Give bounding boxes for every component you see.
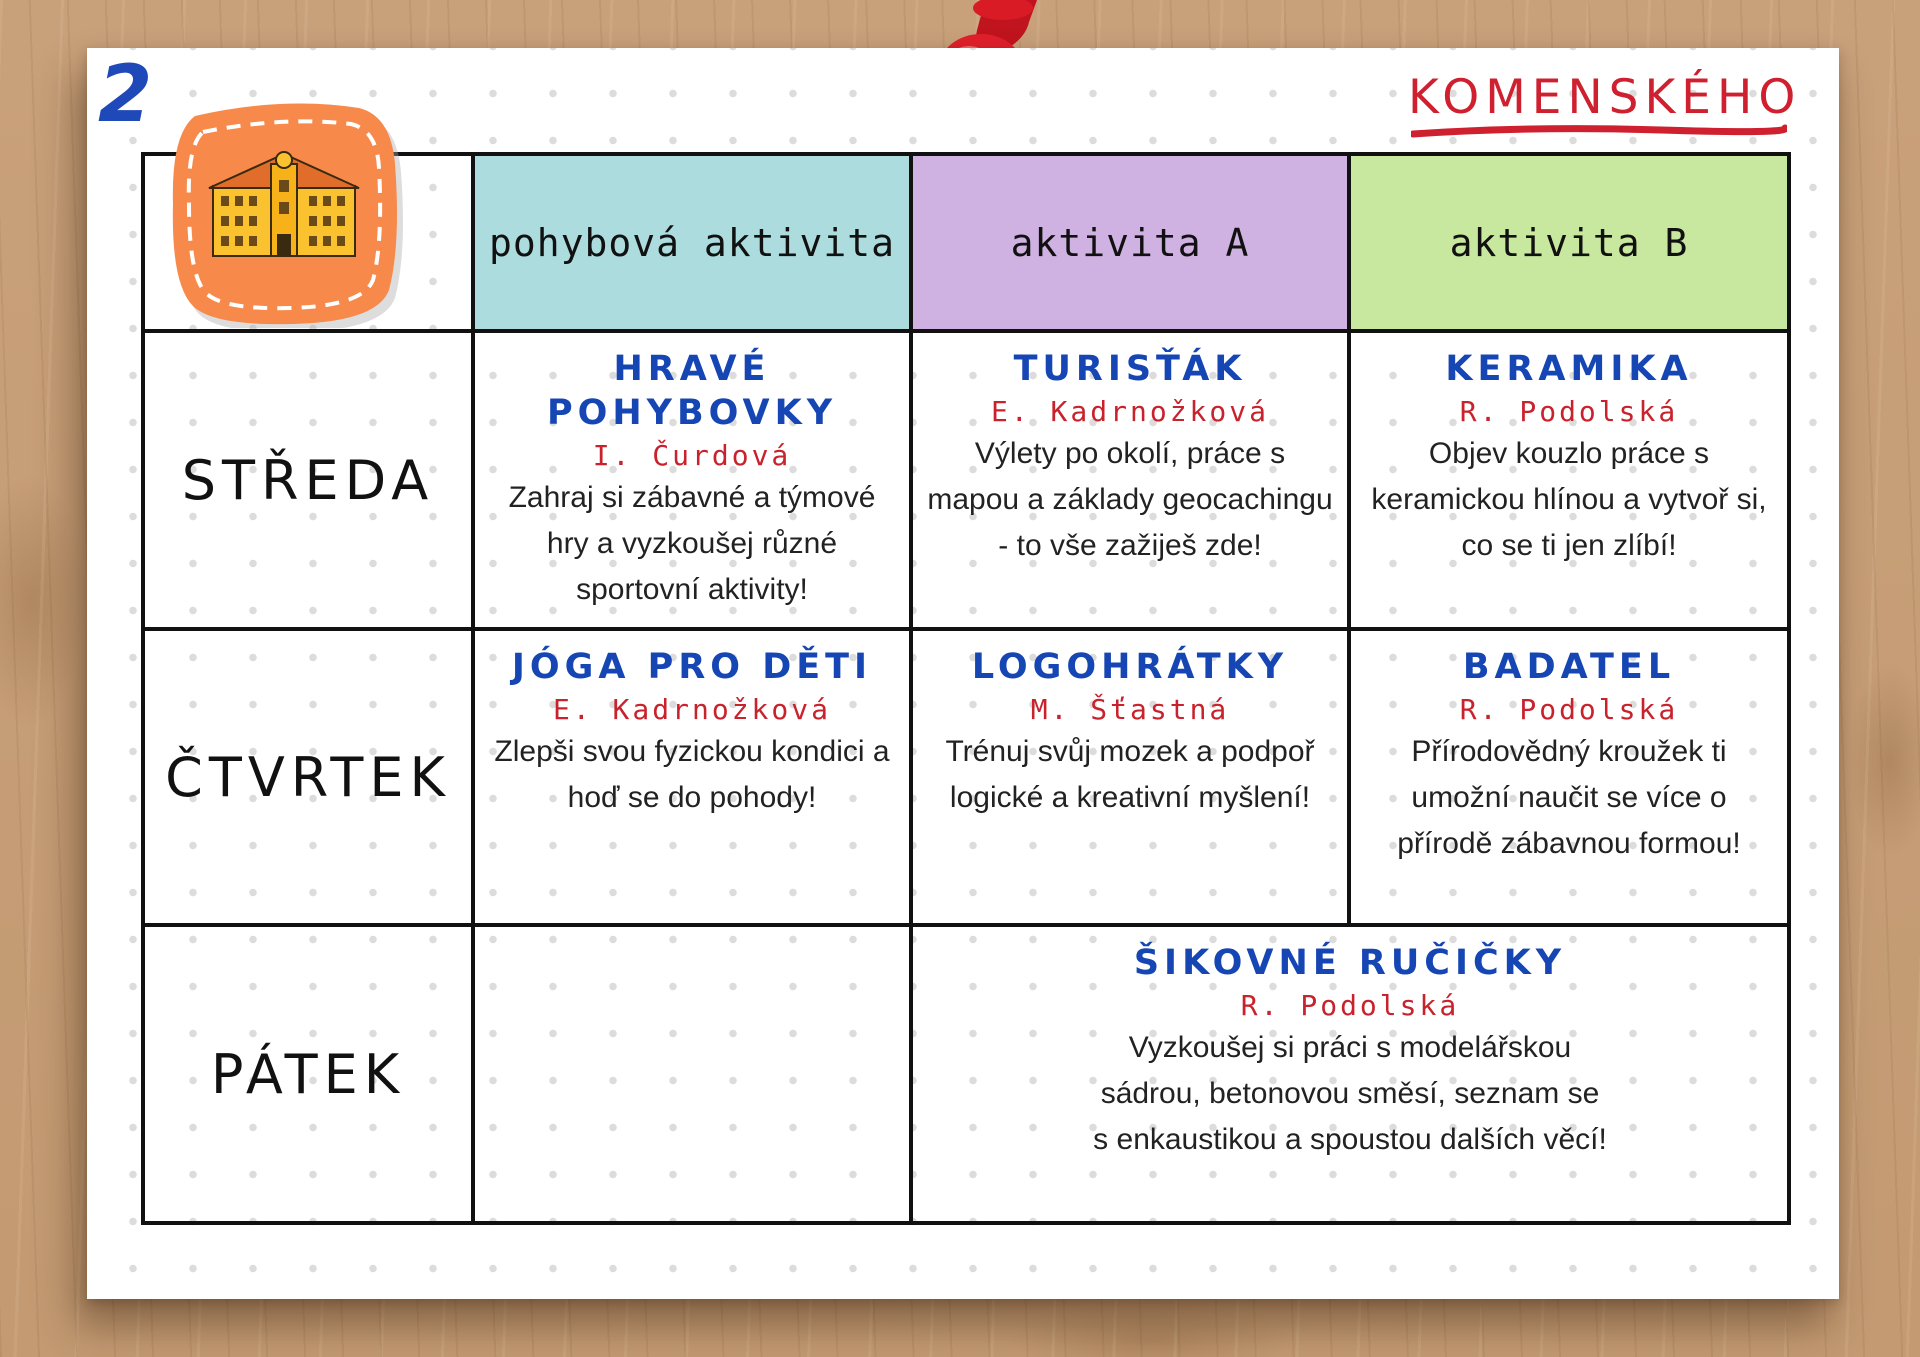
activity-teacher: R. Podolská bbox=[1459, 395, 1679, 428]
activity-description: Vyzkoušej si práci s modelářskou sádrou, betonovou směsí, seznam se s enkaustikou a spoustou dalších věcí! bbox=[1093, 1031, 1607, 1156]
header-aktivita-a bbox=[911, 154, 1349, 331]
activity-description: Objev kouzlo práce s keramickou hlínou a vytvoř si, co se ti jen zlíbí! bbox=[1371, 437, 1767, 562]
logo-cell bbox=[143, 154, 473, 331]
activity-description: Zahraj si zábavné a týmové hry a vyzkoušej různé sportovní aktivity! bbox=[508, 481, 876, 606]
activity-title: JÓGA PRO DĚTI bbox=[511, 647, 873, 687]
activity-description: Trénuj svůj mozek a podpoř logické a kreativní myšlení! bbox=[945, 735, 1315, 814]
activity-cell bbox=[473, 629, 911, 925]
activity-description: Přírodovědný kroužek ti umožní naučit se více o přírodě zábavnou formou! bbox=[1397, 735, 1741, 860]
activity-title: LOGOHRÁTKY bbox=[971, 647, 1289, 687]
header-aktivita-b bbox=[1349, 154, 1789, 331]
activity-description: Zlepši svou fyzickou kondici a hoď se do pohody! bbox=[494, 735, 890, 814]
activity-cell bbox=[911, 331, 1349, 629]
activity-teacher: R. Podolská bbox=[1459, 693, 1679, 726]
activity-teacher: R. Podolská bbox=[1240, 989, 1460, 1022]
activity-title: BADATEL bbox=[1462, 647, 1676, 687]
header-aktivita-b-label: aktivita B bbox=[1449, 220, 1689, 265]
school-building-icon bbox=[163, 94, 409, 328]
day-streda-text: STŘEDA bbox=[181, 448, 435, 512]
activity-cell-wide bbox=[911, 925, 1789, 1223]
empty-cell bbox=[473, 925, 911, 1223]
day-patek-text: PÁTEK bbox=[210, 1042, 406, 1106]
activity-teacher: E. Kadrnožková bbox=[990, 395, 1269, 428]
day-label-streda bbox=[143, 331, 473, 629]
activity-title: KERAMIKA bbox=[1445, 349, 1693, 389]
activity-description: Výlety po okolí, práce s mapou a základy geocachingu - to vše zažiješ zde! bbox=[927, 437, 1333, 562]
row-streda bbox=[143, 331, 1789, 629]
day-ctvrtek-text: ČTVRTEK bbox=[165, 745, 451, 809]
title-underline bbox=[1411, 122, 1787, 144]
header-pohybova-label: pohybová aktivita bbox=[489, 220, 895, 265]
row-ctvrtek bbox=[143, 629, 1789, 925]
activity-title: TURISŤÁK bbox=[1013, 349, 1247, 389]
activity-title: ŠIKOVNÉ RUČIČKY bbox=[1133, 943, 1567, 983]
activity-cell bbox=[473, 331, 911, 629]
activity-teacher: M. Šťastná bbox=[1030, 693, 1230, 726]
activity-teacher: E. Kadrnožková bbox=[552, 693, 831, 726]
activity-teacher: I. Čurdová bbox=[592, 439, 792, 472]
activity-cell bbox=[1349, 629, 1789, 925]
schedule-table bbox=[141, 152, 1791, 1225]
activity-title: HRAVÉ POHYBOVKY bbox=[546, 349, 838, 433]
day-label-patek bbox=[143, 925, 473, 1223]
activity-cell bbox=[1349, 331, 1789, 629]
row-patek bbox=[143, 925, 1789, 1223]
header-row bbox=[143, 154, 1789, 331]
activity-cell bbox=[911, 629, 1349, 925]
school-title: KOMENSKÉHO bbox=[1408, 70, 1802, 125]
day-label-ctvrtek bbox=[143, 629, 473, 925]
header-pohybova-aktivita bbox=[473, 154, 911, 331]
header-aktivita-a-label: aktivita A bbox=[1010, 220, 1250, 265]
page-number: 2 bbox=[98, 50, 153, 140]
